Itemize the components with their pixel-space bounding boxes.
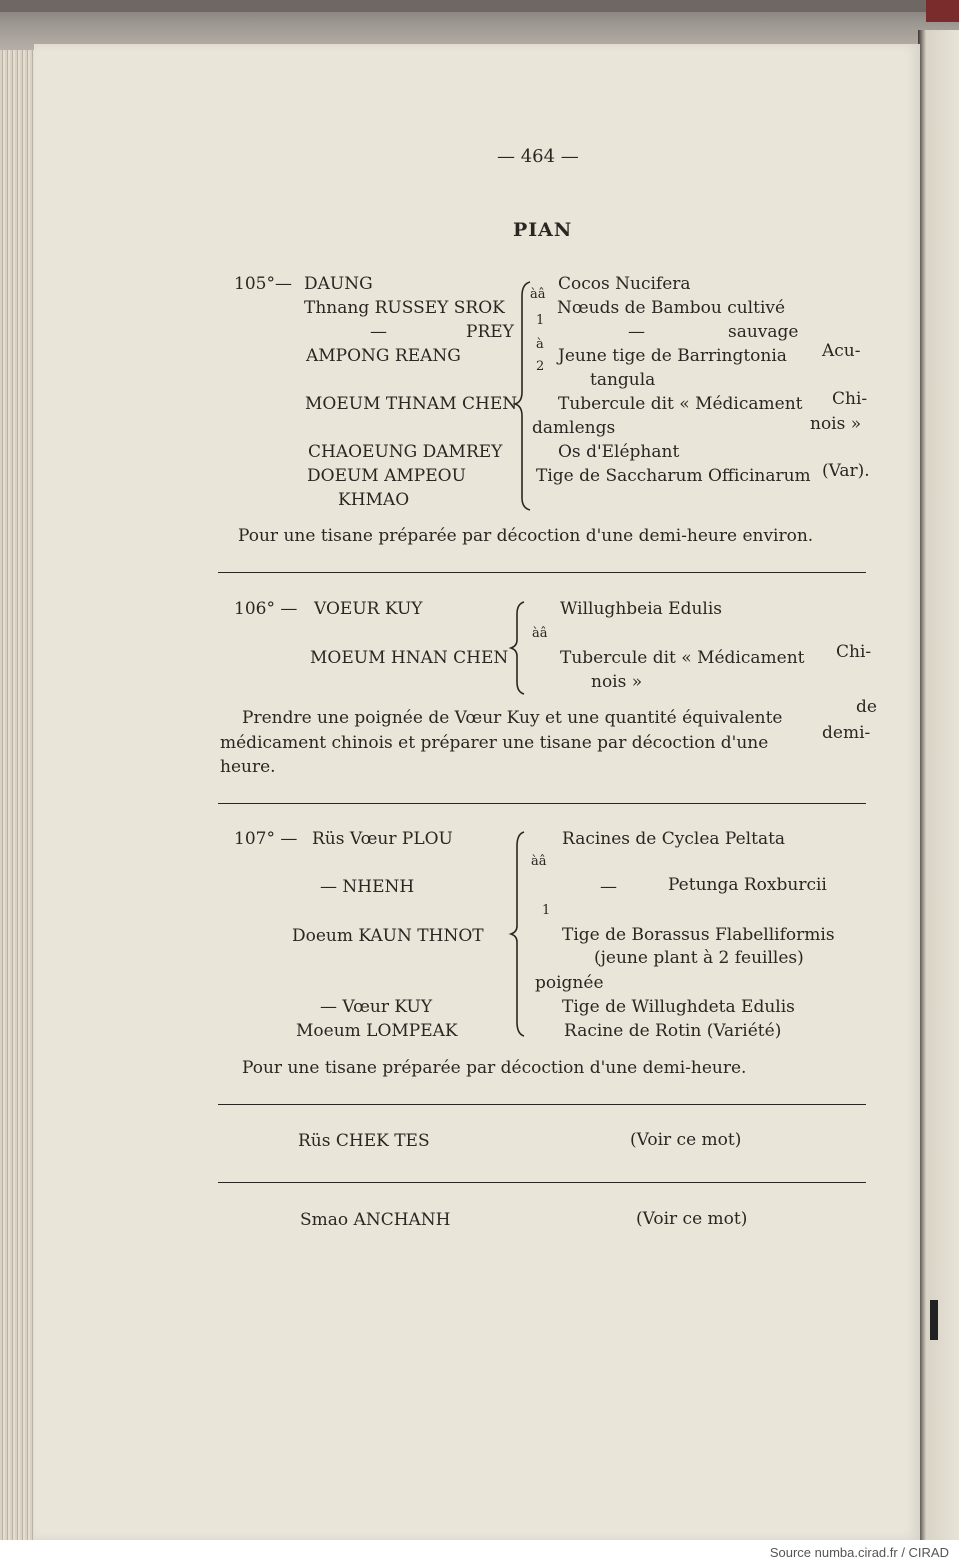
ingredient-description: Petunga Roxburcii (668, 875, 827, 895)
page-number: — 464 — (497, 146, 579, 167)
divider (218, 1104, 866, 1105)
quantity: àâ (532, 626, 548, 641)
preparation-note: médicament chinois et préparer une tisane par décoction d'une (220, 733, 769, 753)
ingredient-name: MOEUM HNAN CHEN (310, 648, 509, 668)
recipe-number: 105°— (234, 274, 292, 294)
ingredient-name: — NHENH (320, 877, 415, 897)
divider (218, 1182, 866, 1183)
ditto-mark: — (628, 322, 645, 342)
preparation-note: Pour une tisane préparée par décoction d'une demi-heure environ. (238, 526, 814, 546)
book-top-shadow (0, 0, 959, 12)
quantity: 1 (536, 313, 545, 328)
ingredient-name: DOEUM AMPEOU (307, 466, 466, 486)
ingredient-description: sauvage (728, 322, 799, 342)
bookmark-ribbon (926, 0, 959, 22)
ingredient-description: Racines de Cyclea Peltata (562, 829, 786, 849)
ingredient-description: Chi- (832, 389, 868, 409)
section-title: PIAN (513, 219, 573, 241)
cross-reference-name: Smao ANCHANH (300, 1210, 451, 1230)
preparation-note: demi- (822, 723, 871, 743)
quantity: 2 (536, 359, 545, 374)
divider (218, 803, 866, 804)
cross-reference-name: Rüs CHEK TES (298, 1131, 430, 1151)
ingredient-description: Tubercule dit « Médicament (560, 648, 805, 668)
ingredient-name: VOEUR KUY (314, 599, 423, 619)
brace (508, 830, 530, 1038)
ingredient-description: Os d'Eléphant (558, 442, 680, 462)
ingredient-name: KHMAO (338, 490, 410, 510)
page-stack-edge (0, 50, 36, 1540)
quantity: àâ (531, 854, 547, 869)
ingredient-name: Doeum KAUN THNOT (292, 926, 484, 946)
facing-page-edge (918, 30, 959, 1540)
brace (512, 280, 536, 512)
ingredient-name: MOEUM THNAM CHEN (305, 394, 518, 414)
ingredient-description: Willughbeia Edulis (560, 599, 723, 619)
ingredient-name: DAUNG (304, 274, 373, 294)
page-tab (930, 1300, 938, 1340)
quantity: àâ (530, 287, 546, 302)
ingredient-description: nois » (810, 414, 862, 434)
preparation-note: Prendre une poignée de Vœur Kuy et une quantité équivalente (242, 708, 783, 728)
ingredient-description: Jeune tige de Barringtonia (558, 346, 787, 366)
preparation-note: heure. (220, 757, 276, 777)
ingredient-name: CHAOEUNG DAMREY (308, 442, 503, 462)
ingredient-description: (Var). (822, 461, 870, 481)
ingredient-description: Tige de Saccharum Officinarum (536, 466, 811, 486)
ingredient-name: PREY (466, 322, 514, 342)
page (34, 44, 920, 1540)
preparation-note: Pour une tisane préparée par décoction d'une demi-heure. (242, 1058, 747, 1078)
ingredient-description: Tige de Willughdeta Edulis (562, 997, 795, 1017)
ingredient-name: AMPONG REANG (306, 346, 461, 366)
ingredient-description: Acu- (822, 341, 861, 361)
ditto-mark: — (600, 877, 617, 897)
ingredient-description: Nœuds de Bambou cultivé (557, 298, 786, 318)
ingredient-description: Tubercule dit « Médicament (558, 394, 803, 414)
ingredient-name: — Vœur KUY (320, 997, 433, 1017)
ingredient-description: tangula (590, 370, 656, 390)
ingredient-description: Tige de Borassus Flabelliformis (562, 925, 835, 945)
ingredient-description: Racine de Rotin (Variété) (564, 1021, 782, 1041)
recipe-number: 106° — (234, 599, 298, 619)
ingredient-description: nois » (591, 672, 643, 692)
quantity: à (536, 337, 544, 352)
ingredient-description: (jeune plant à 2 feuilles) (594, 948, 804, 968)
ingredient-description: Cocos Nucifera (558, 274, 691, 294)
ingredient-name: Rüs Vœur PLOU (312, 829, 453, 849)
ingredient-name: Thnang RUSSEY SROK (304, 298, 505, 318)
cross-reference-see: (Voir ce mot) (630, 1130, 742, 1150)
source-credit: Source numba.cirad.fr / CIRAD (769, 1545, 949, 1560)
quantity: poignée (535, 973, 604, 993)
ingredient-description: Chi- (836, 642, 872, 662)
preparation-note: de (856, 697, 877, 717)
divider (218, 572, 866, 573)
cross-reference-see: (Voir ce mot) (636, 1209, 748, 1229)
quantity: 1 (542, 903, 551, 918)
recipe-number: 107° — (234, 829, 298, 849)
ingredient-name: Moeum LOMPEAK (296, 1021, 458, 1041)
brace (508, 600, 530, 696)
ingredient-description: damlengs (532, 418, 616, 438)
ditto-mark: — (370, 322, 387, 342)
